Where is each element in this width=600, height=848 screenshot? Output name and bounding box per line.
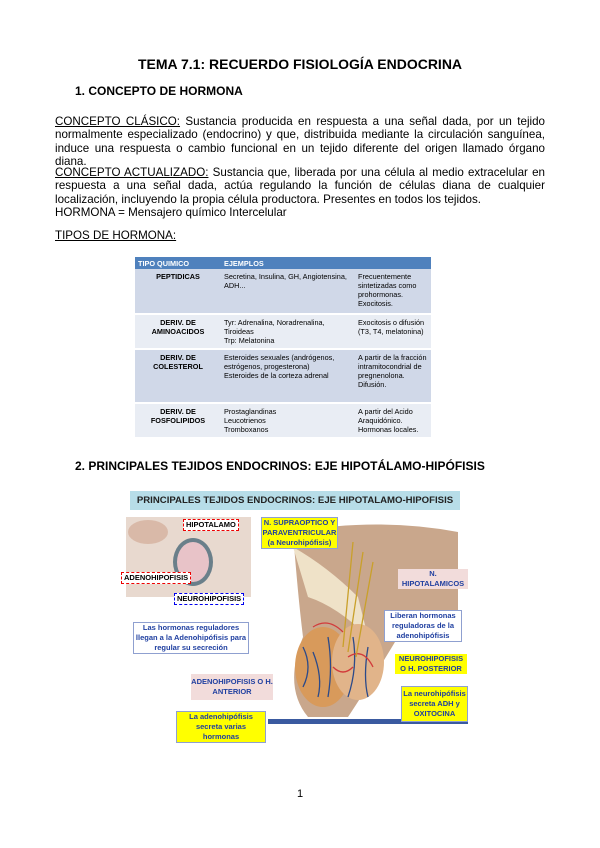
cell: DERIV. DE AMINOACIDOS	[135, 314, 221, 349]
types-heading: TIPOS DE HORMONA:	[55, 229, 177, 242]
col-header: EJEMPLOS	[221, 257, 355, 269]
cell: A partir del Acido Araquidónico. Hormonas locales.	[355, 403, 431, 438]
cell: DERIV. DE COLESTEROL	[135, 349, 221, 403]
col-header: TIPO QUIMICO	[135, 257, 221, 269]
hormone-definition: HORMONA = Mensajero químico Intercelular	[55, 206, 287, 220]
cell: Frecuentemente sintetizadas como prohormonas. Exocitosis.	[355, 269, 431, 314]
section-2-heading: 2. PRINCIPALES TEJIDOS ENDOCRINOS: EJE HIPOTÁLAMO-HIPÓFISIS	[75, 459, 485, 473]
label-supraoptico: N. SUPRAOPTICO Y PARAVENTRICULAR (a Neurohipófisis)	[262, 518, 337, 547]
figure-banner: PRINCIPALES TEJIDOS ENDOCRINOS: EJE HIPOTALAMO-HIPOFISIS	[130, 491, 460, 510]
section-1-heading: 1. CONCEPTO DE HORMONA	[75, 84, 243, 98]
table-row	[135, 403, 431, 438]
label-adeno-secreta: La adenohipófisis secreta varias hormonas	[176, 711, 266, 743]
cell: DERIV. DE FOSFOLIPIDOS	[135, 403, 221, 438]
table-row	[135, 349, 431, 403]
page-number: 1	[296, 788, 304, 800]
label-adeno-anterior: ADENOHIPOFISIS O H. ANTERIOR	[191, 674, 273, 700]
table-row	[135, 314, 431, 349]
cell: Secretina, Insulina, GH, Angiotensina, ADH...	[221, 269, 355, 314]
cell: A partir de la fracción intramitocondrial de pregnenolona. Difusión.	[355, 349, 431, 403]
label-hipotalamicos: N. HIPOTALAMICOS	[398, 569, 468, 589]
label-neuro-posterior: NEUROHIPOFISIS O H. POSTERIOR	[395, 654, 467, 674]
label-hipotalamo: HIPOTALAMO	[183, 519, 239, 531]
cell: Prostaglandinas Leucotrienos Tromboxanos	[221, 403, 355, 438]
cell: Exocitosis o difusión (T3, T4, melatonina)	[355, 314, 431, 349]
table-row	[135, 269, 431, 314]
hypothalamus-pituitary-figure	[118, 487, 470, 749]
updated-concept	[55, 166, 545, 220]
hormone-types-table	[135, 257, 431, 439]
updated-text: Sustancia que, liberada por una célula al medio extracelular en respuesta a una señal dada, actúa regulando la función de células diana de cualquier localización, incluyendo la propia célula productora. Presentes en todos los tejidos.	[55, 166, 545, 206]
label-adenohipofisis: ADENOHIPOFISIS	[121, 572, 191, 584]
cell: Tyr: Adrenalina, Noradrenalina, Tiroideas Trp: Melatonina	[221, 314, 355, 349]
col-header	[355, 257, 431, 269]
classic-label: CONCEPTO CLÁSICO:	[55, 115, 181, 128]
classic-text: Sustancia producida en respuesta a una señal dada, por un tejido normalmente especializado (endocrino) y que, distribuida mediante la circulación sanguínea, induce una respuesta o cambio funcional en un tejido diferente del origen llamado órgano diana.	[55, 115, 545, 169]
cell: PEPTIDICAS	[135, 269, 221, 314]
cell: Esteroides sexuales (andrógenos, estrógenos, progesterona) Esteroides de la corteza adrenal	[221, 349, 355, 403]
label-reguladoras: Las hormonas reguladores llegan a la Adenohipófisis para regular su secreción	[133, 622, 249, 654]
label-neuro-secreta: La neurohipófisis secreta ADH y OXITOCINA	[401, 686, 468, 722]
updated-label: CONCEPTO ACTUALIZADO:	[55, 166, 209, 179]
label-neurohipofisis: NEUROHIPOFISIS	[174, 593, 244, 605]
label-liberan: Liberan hormonas reguladoras de la adenohipófisis	[384, 610, 462, 642]
page-title: TEMA 7.1: RECUERDO FISIOLOGÍA ENDOCRINA	[137, 56, 463, 72]
classic-concept	[55, 115, 545, 169]
